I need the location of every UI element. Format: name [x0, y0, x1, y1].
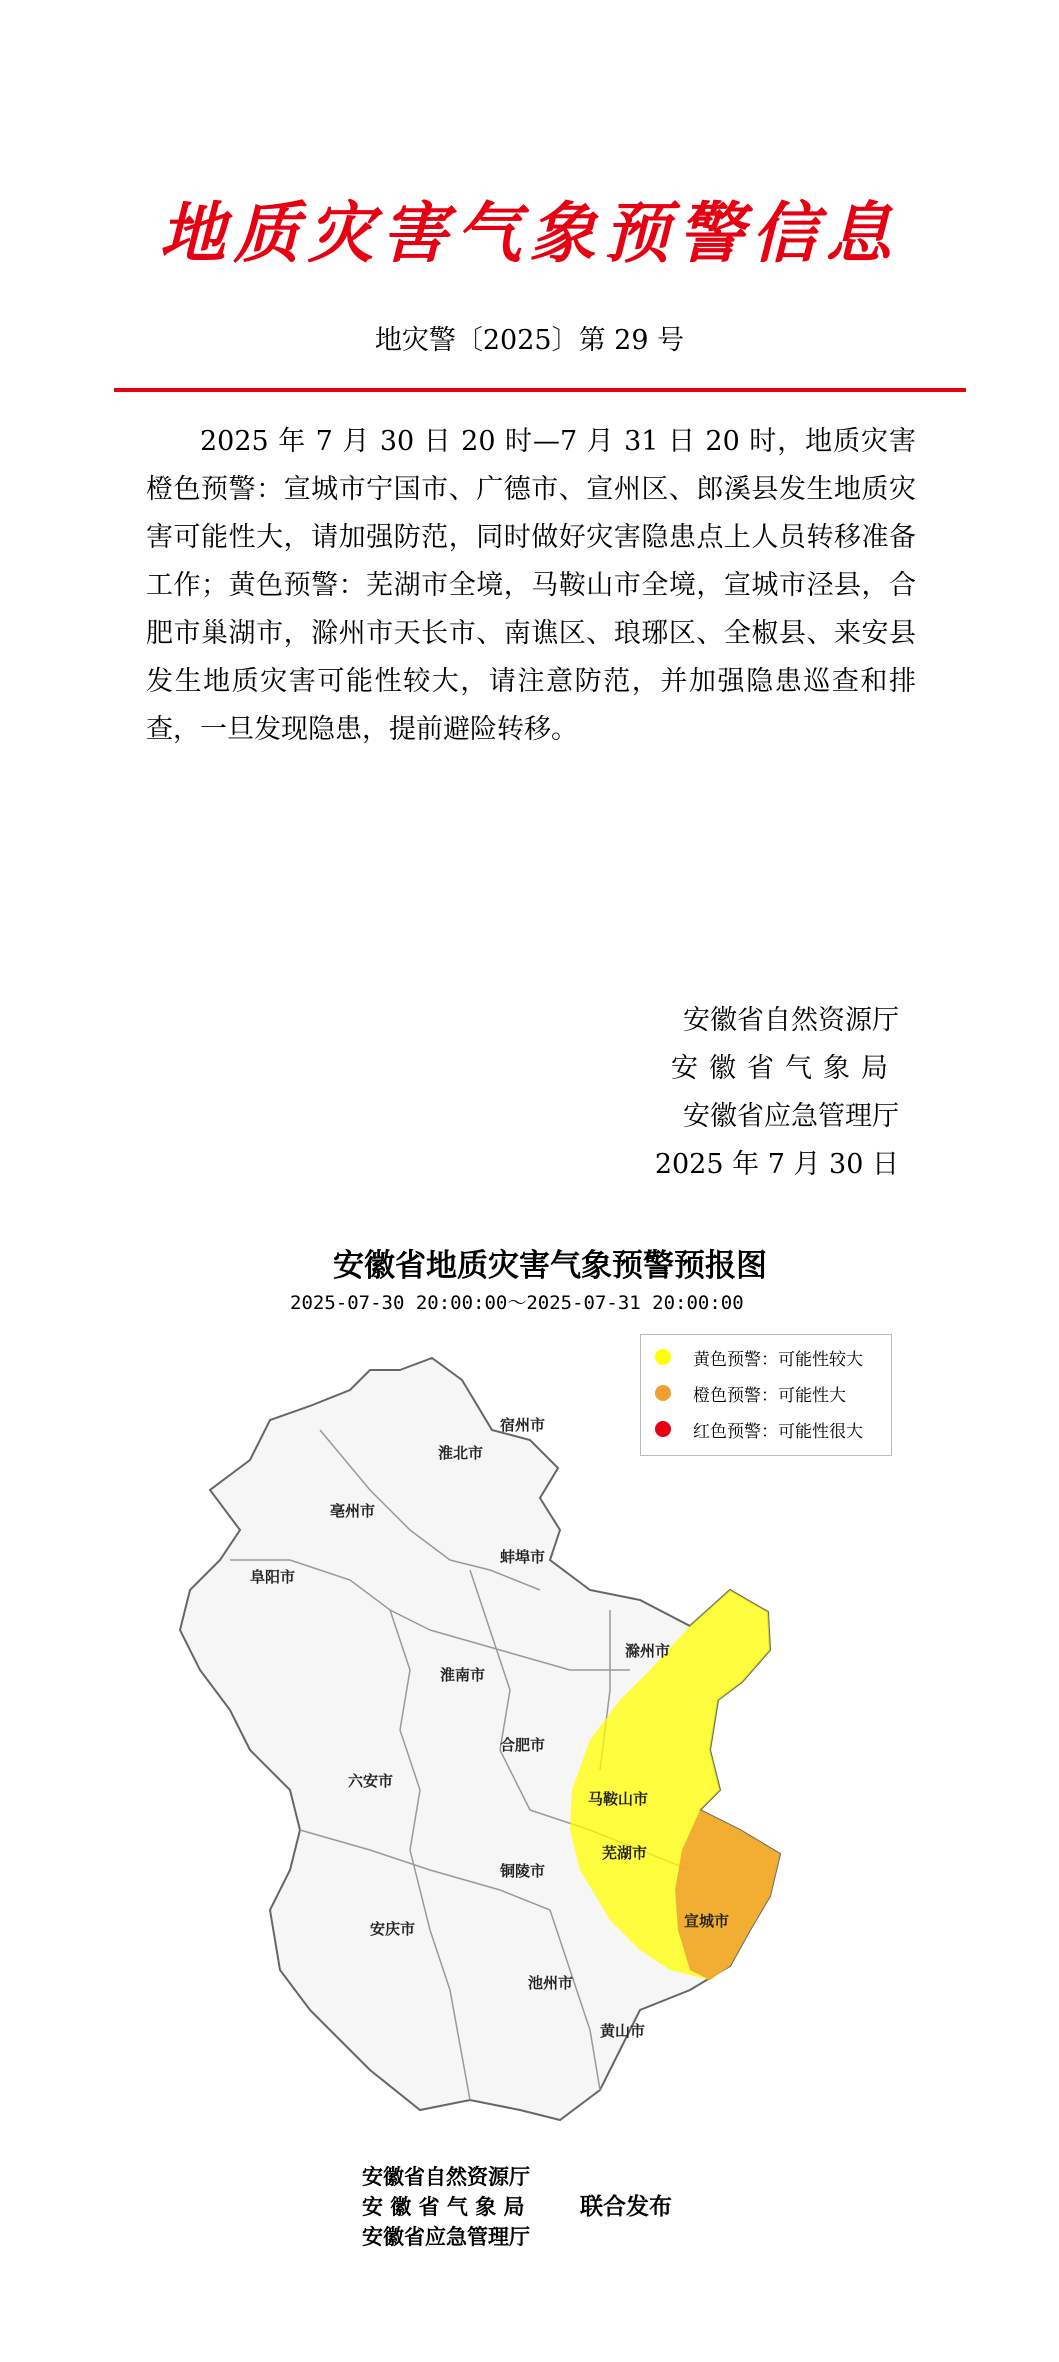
warning-body-text: 2025 年 7 月 30 日 20 时—7 月 31 日 20 时，地质灾害橙色预警：宣城市宁国市、广德市、宣州区、郎溪县发生地质灾害可能性大，请加强防范，同时做好灾害隐患点上人员转移准备工作；黄色预警：芜湖市全境，马鞍山市全境，宣城市泾县，合肥市巢湖市，滁州市天长市、南谯区、琅琊区、全椒县、来安县发生地质灾害可能性较大，请注意防范，并加强隐患巡查和排查，一旦发现隐患，提前避险转移。: [146, 426, 916, 745]
city-label: 池州市: [528, 1974, 574, 1992]
city-label: 马鞍山市: [588, 1790, 649, 1808]
city-label: 黄山市: [600, 2022, 646, 2040]
city-label: 铜陵市: [500, 1862, 546, 1880]
footer-issuer-3: 安徽省应急管理厅: [362, 2225, 530, 2249]
city-label: 阜阳市: [250, 1568, 296, 1586]
signature-natural-resources: 安徽省自然资源厅: [683, 1005, 899, 1036]
footer-joint-release: 联合发布: [580, 2194, 672, 2220]
footer-issuers: [362, 2162, 530, 2252]
anhui-map-svg: [170, 1230, 930, 2290]
orange-warning-zone: [675, 1810, 780, 1980]
document-title: 地质灾害气象预警信息: [159, 194, 900, 272]
city-label: 淮南市: [440, 1666, 486, 1684]
city-label: 滁州市: [625, 1642, 671, 1660]
city-label: 合肥市: [500, 1736, 546, 1754]
footer-issuer-2: 安 徽 省 气 象 局: [362, 2195, 525, 2219]
city-label: 蚌埠市: [500, 1548, 546, 1566]
city-label: 宣城市: [684, 1912, 730, 1930]
footer-issuer-1: 安徽省自然资源厅: [362, 2165, 530, 2189]
city-label: 安庆市: [370, 1920, 416, 1938]
red-divider: [114, 388, 966, 392]
map-title: 安徽省地质灾害气象预警预报图: [333, 1248, 767, 1284]
signature-emergency: 安徽省应急管理厅: [683, 1101, 899, 1132]
document-number: 地灾警〔2025〕第 29 号: [374, 325, 685, 356]
signature-date: 2025 年 7 月 30 日: [654, 1149, 899, 1180]
warning-map: [170, 1230, 930, 2290]
legend-red-label: 红色预警：可能性很大: [693, 1421, 863, 1442]
legend-orange-label: 橙色预警：可能性大: [693, 1385, 846, 1406]
map-time-range: 2025-07-30 20:00:00～2025-07-31 20:00:00: [290, 1292, 744, 1314]
city-label: 淮北市: [438, 1444, 484, 1462]
city-label: 亳州市: [330, 1502, 376, 1520]
legend-yellow-label: 黄色预警：可能性较大: [693, 1349, 863, 1370]
city-label: 芜湖市: [602, 1844, 648, 1862]
signature-meteorology: 安徽省气象局: [671, 1053, 899, 1084]
city-label: 宿州市: [500, 1416, 546, 1434]
city-label: 六安市: [348, 1772, 394, 1790]
